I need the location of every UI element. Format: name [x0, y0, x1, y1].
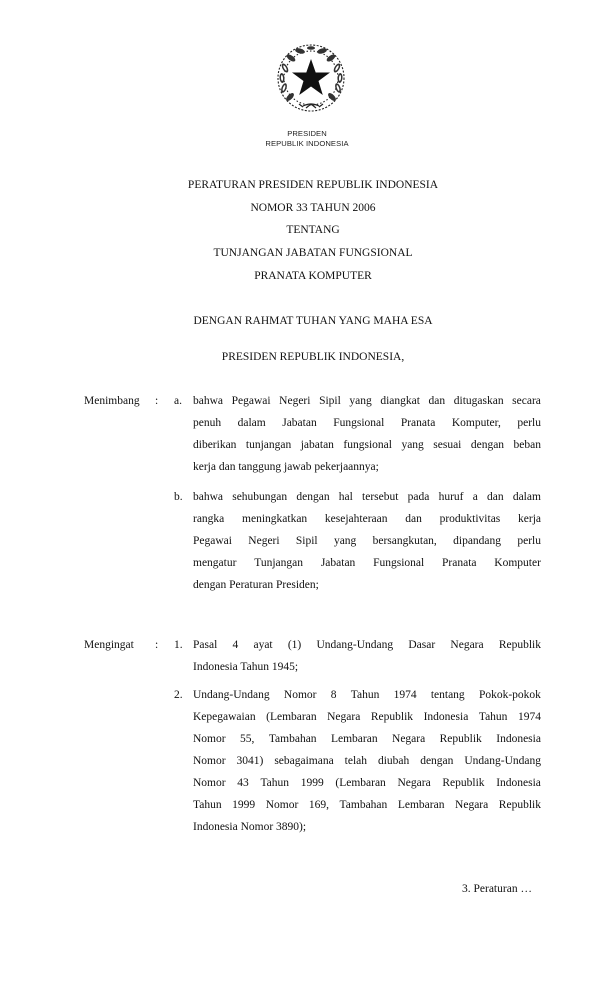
regulation-title: PERATURAN PRESIDEN REPUBLIK INDONESIA	[187, 179, 439, 191]
regulation-tentang: TENTANG	[286, 224, 340, 236]
menimbang-item-a-line: diberikan tunjangan jabatan fungsional yang sesuai dengan beban	[193, 439, 541, 451]
menimbang-item-b-line: Pegawai Negeri Sipil yang bersangkutan, dipandang perlu	[193, 535, 541, 547]
menimbang-item-b-marker: b.	[174, 491, 183, 503]
mengingat-item-1-line: Pasal 4 ayat (1) Undang-Undang Dasar Negara Republik	[193, 639, 541, 651]
menimbang-item-a-line: penuh dalam Jabatan Fungsional Pranata Komputer, perlu	[193, 417, 541, 429]
menimbang-colon: :	[155, 395, 159, 407]
mengingat-item-2-line: Kepegawaian (Lembaran Negara Republik Indonesia Tahun 1974	[193, 711, 541, 723]
presidential-emblem-icon	[273, 40, 349, 116]
mengingat-item-1-line: Indonesia Tahun 1945;	[193, 661, 299, 673]
emblem-caption-presiden: PRESIDEN	[287, 129, 327, 138]
regulation-subject-line1: TUNJANGAN JABATAN FUNGSIONAL	[213, 247, 413, 259]
mengingat-item-2-marker: 2.	[174, 689, 183, 701]
menimbang-label: Menimbang	[84, 395, 140, 407]
mengingat-item-2-line: Indonesia Nomor 3890);	[193, 821, 307, 833]
page-continuation-text: 3. Peraturan …	[462, 883, 532, 895]
emblem-caption-republik: REPUBLIK INDONESIA	[265, 139, 349, 148]
menimbang-item-a-line: bahwa Pegawai Negeri Sipil yang diangkat dan ditugaskan secara	[193, 395, 541, 407]
preamble-presiden: PRESIDEN REPUBLIK INDONESIA,	[221, 351, 405, 363]
mengingat-item-1-marker: 1.	[174, 639, 183, 651]
mengingat-label: Mengingat	[84, 639, 134, 651]
menimbang-item-a-marker: a.	[174, 395, 182, 407]
menimbang-item-b-line: dengan Peraturan Presiden;	[193, 579, 319, 591]
mengingat-item-2-line: Nomor 43 Tahun 1999 (Lembaran Negara Republik Indonesia	[193, 777, 541, 789]
regulation-subject-line2: PRANATA KOMPUTER	[254, 270, 372, 282]
menimbang-item-b-line: rangka meningkatkan kesejahteraan dan produktivitas kerja	[193, 513, 541, 525]
mengingat-item-2-line: Tahun 1999 Nomor 169, Tambahan Lembaran Negara Republik	[193, 799, 541, 811]
mengingat-item-2-line: Nomor 55, Tambahan Lembaran Negara Republik Indonesia	[193, 733, 541, 745]
mengingat-colon: :	[155, 639, 159, 651]
regulation-number: NOMOR 33 TAHUN 2006	[250, 202, 376, 214]
menimbang-item-a-line: kerja dan tanggung jawab pekerjaannya;	[193, 461, 379, 473]
mengingat-item-2-line: Undang-Undang Nomor 8 Tahun 1974 tentang Pokok-pokok	[193, 689, 541, 701]
preamble-rahmat: DENGAN RAHMAT TUHAN YANG MAHA ESA	[193, 315, 433, 327]
mengingat-item-2-line: Nomor 3041) sebagaimana telah diubah dengan Undang-Undang	[193, 755, 541, 767]
menimbang-item-b-line: bahwa sehubungan dengan hal tersebut pada huruf a dan dalam	[193, 491, 541, 503]
menimbang-item-b-line: mengatur Tunjangan Jabatan Fungsional Pranata Komputer	[193, 557, 541, 569]
